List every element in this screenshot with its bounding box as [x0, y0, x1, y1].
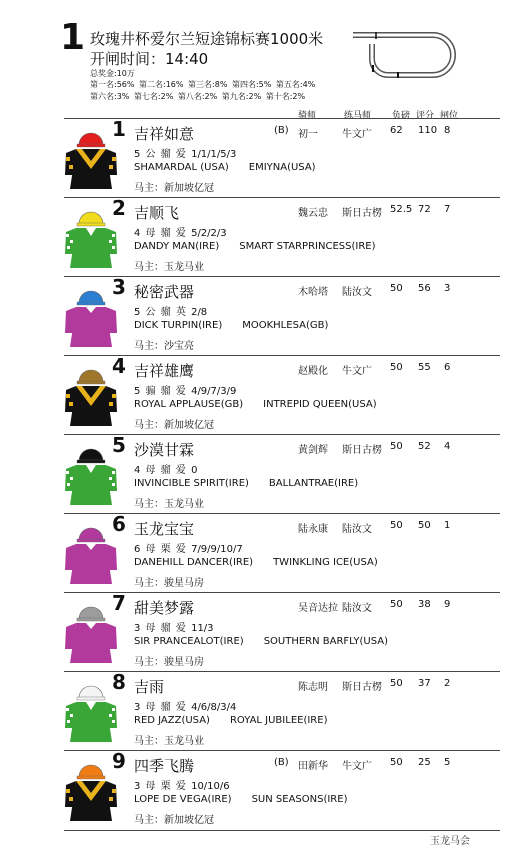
column-rating: 评分: [416, 111, 435, 121]
horse-name: 吉雨: [134, 678, 165, 696]
prize-distribution-row-2: 第六名:3% 第七名:2% 第八名:2% 第九名:2% 第十名:2%: [90, 92, 306, 101]
owner: 马主：新加坡亿冠: [134, 420, 214, 431]
jockey-name: 魏云忠: [298, 208, 328, 219]
pedigree: [134, 399, 397, 410]
jockey-name: 黄剑辉: [298, 445, 328, 456]
horse-details: 3 母 骝 爱 11/3: [134, 623, 214, 634]
rating: 110: [418, 125, 438, 136]
rating: 25: [418, 757, 431, 768]
trainer-name: 陆汝文: [342, 524, 372, 535]
runner-row: [64, 276, 500, 355]
dam: BALLANTRAE(IRE): [268, 478, 359, 489]
owner: 马主：骏星马房: [134, 578, 204, 589]
jockey-silk-icon: [64, 441, 118, 507]
runner-row: [64, 671, 500, 750]
rating: 38: [418, 599, 431, 610]
draw: 6: [444, 362, 451, 373]
horse-details: 4 母 骝 爱 0: [134, 465, 198, 476]
weight: 50: [390, 520, 403, 531]
trainer-name: 斯日古楞: [342, 208, 382, 219]
runner-row: [64, 592, 500, 671]
weight: 50: [390, 362, 403, 373]
pedigree: [134, 241, 395, 252]
blinkers-flag: (B): [274, 125, 289, 136]
runner-number: 6: [112, 512, 126, 536]
runner-row: [64, 513, 500, 592]
jockey-name: 赵殿化: [298, 366, 328, 377]
horse-name: 吉顺飞: [134, 204, 180, 222]
race-number: 1: [60, 17, 86, 58]
weight: 52.5: [390, 204, 413, 215]
horse-details: 4 母 骝 爱 5/2/2/3: [134, 228, 227, 239]
divider: [64, 830, 500, 831]
horse-name: 甜美梦露: [134, 599, 195, 617]
horse-details: 3 母 骝 爱 4/6/8/3/4: [134, 702, 237, 713]
owner: 马主：沙宝亮: [134, 341, 194, 352]
runner-row: [64, 750, 500, 829]
horse-details: 3 母 栗 爱 10/10/6: [134, 781, 230, 792]
pedigree: [134, 557, 398, 568]
runner-number: 5: [112, 433, 126, 457]
rating: 50: [418, 520, 431, 531]
runner-number: 3: [112, 275, 126, 299]
sire: DANDY MAN(IRE): [134, 241, 220, 252]
owner: 马主：玉龙马业: [134, 736, 204, 747]
draw: 8: [444, 125, 451, 136]
horse-details: 5 骟 骝 爱 4/9/7/3/9: [134, 386, 237, 397]
runner-row: [64, 434, 500, 513]
prize-distribution-row-1: 第一名:56% 第二名:16% 第三名:8% 第四名:5% 第五名:4%: [90, 80, 316, 89]
gate-time: 开闸时间：14:40: [90, 50, 209, 68]
dam: EMIYNA(USA): [248, 162, 316, 173]
draw: 1: [444, 520, 451, 531]
pedigree: [134, 320, 348, 331]
dam: INTREPID QUEEN(USA): [263, 399, 377, 410]
trainer-name: 牛文广: [342, 761, 372, 772]
dam: ROYAL JUBILEE(IRE): [229, 715, 328, 726]
runner-row: [64, 118, 500, 197]
draw: 3: [444, 283, 451, 294]
horse-name: 吉祥如意: [134, 125, 195, 143]
owner: 马主：骏星马房: [134, 657, 204, 668]
trainer-name: 斯日古楞: [342, 445, 382, 456]
column-trainer: 练马师: [344, 111, 372, 121]
owner: 马主：玉龙马业: [134, 262, 204, 273]
draw: 5: [444, 757, 451, 768]
jockey-name: 吴音达拉: [298, 603, 338, 614]
sire: ROYAL APPLAUSE(GB): [134, 399, 244, 410]
runner-number: 7: [112, 591, 126, 615]
dam: SMART STARPRINCESS(IRE): [239, 241, 376, 252]
jockey-name: 木哈塔: [298, 287, 328, 298]
dam: SOUTHERN BARFLY(USA): [263, 636, 389, 647]
column-draw: 闸位: [440, 111, 459, 121]
rating: 37: [418, 678, 431, 689]
jockey-silk-icon: [64, 599, 118, 665]
watermark: 玉龙马会: [430, 836, 470, 847]
draw: 7: [444, 204, 451, 215]
dam: SUN SEASONS(IRE): [251, 794, 348, 805]
weight: 50: [390, 757, 403, 768]
jockey-silk-icon: [64, 204, 118, 270]
jockey-name: 陆永康: [298, 524, 328, 535]
jockey-silk-icon: [64, 520, 118, 586]
weight: 50: [390, 441, 403, 452]
rating: 72: [418, 204, 431, 215]
trainer-name: 牛文广: [342, 366, 372, 377]
runner-number: 1: [112, 117, 126, 141]
dam: TWINKLING ICE(USA): [273, 557, 378, 568]
pedigree: [134, 162, 336, 173]
horse-details: 5 公 骝 英 2/8: [134, 307, 208, 318]
horse-name: 沙漠甘霖: [134, 441, 195, 459]
owner: 马主：玉龙马业: [134, 499, 204, 510]
draw: 2: [444, 678, 451, 689]
sire: DICK TURPIN(IRE): [134, 320, 223, 331]
trainer-name: 陆汝文: [342, 287, 372, 298]
horse-name: 四季飞腾: [134, 757, 195, 775]
horse-details: 5 公 骝 爱 1/1/1/5/3: [134, 149, 237, 160]
jockey-silk-icon: [64, 362, 118, 428]
pedigree: [134, 794, 367, 805]
runner-row: [64, 355, 500, 434]
runner-number: 4: [112, 354, 126, 378]
trainer-name: 陆汝文: [342, 603, 372, 614]
pedigree: [134, 636, 408, 647]
runner-number: 9: [112, 749, 126, 773]
trainer-name: 斯日古楞: [342, 682, 382, 693]
jockey-silk-icon: [64, 757, 118, 823]
horse-name: 玉龙宝宝: [134, 520, 195, 538]
jockey-silk-icon: [64, 125, 118, 191]
jockey-silk-icon: [64, 678, 118, 744]
track-diagram-icon: [348, 30, 458, 80]
weight: 62: [390, 125, 403, 136]
race-header: [0, 0, 520, 110]
owner: 马主：新加坡亿冠: [134, 183, 214, 194]
column-jockey: 骑师: [298, 111, 317, 121]
weight: 50: [390, 599, 403, 610]
sire: SHAMARDAL (USA): [134, 162, 229, 173]
trainer-name: 牛文广: [342, 129, 372, 140]
sire: RED JAZZ(USA): [134, 715, 210, 726]
blinkers-flag: (B): [274, 757, 289, 768]
jockey-name: 初一: [298, 129, 318, 140]
draw: 9: [444, 599, 451, 610]
weight: 50: [390, 283, 403, 294]
pedigree: [134, 478, 378, 489]
runner-row: [64, 197, 500, 276]
dam: MOOKHLESA(GB): [242, 320, 329, 331]
rating: 56: [418, 283, 431, 294]
weight: 50: [390, 678, 403, 689]
race-title: 玫瑰井杯爱尔兰短途锦标赛1000米: [90, 30, 324, 48]
horse-name: 秘密武器: [134, 283, 195, 301]
sire: DANEHILL DANCER(IRE): [134, 557, 254, 568]
owner: 马主：新加坡亿冠: [134, 815, 214, 826]
rating: 52: [418, 441, 431, 452]
horse-details: 6 母 栗 爱 7/9/9/10/7: [134, 544, 243, 555]
sire: LOPE DE VEGA(IRE): [134, 794, 232, 805]
sire: SIR PRANCEALOT(IRE): [134, 636, 244, 647]
draw: 4: [444, 441, 451, 452]
jockey-silk-icon: [64, 283, 118, 349]
rating: 55: [418, 362, 431, 373]
sire: INVINCIBLE SPIRIT(IRE): [134, 478, 249, 489]
runner-number: 2: [112, 196, 126, 220]
horse-name: 吉祥雄鹰: [134, 362, 195, 380]
jockey-name: 陈志明: [298, 682, 328, 693]
pedigree: [134, 715, 347, 726]
jockey-name: 田新华: [298, 761, 328, 772]
purse: 总奖金:10万: [90, 69, 135, 78]
column-weight: 负磅: [392, 111, 411, 121]
runner-number: 8: [112, 670, 126, 694]
